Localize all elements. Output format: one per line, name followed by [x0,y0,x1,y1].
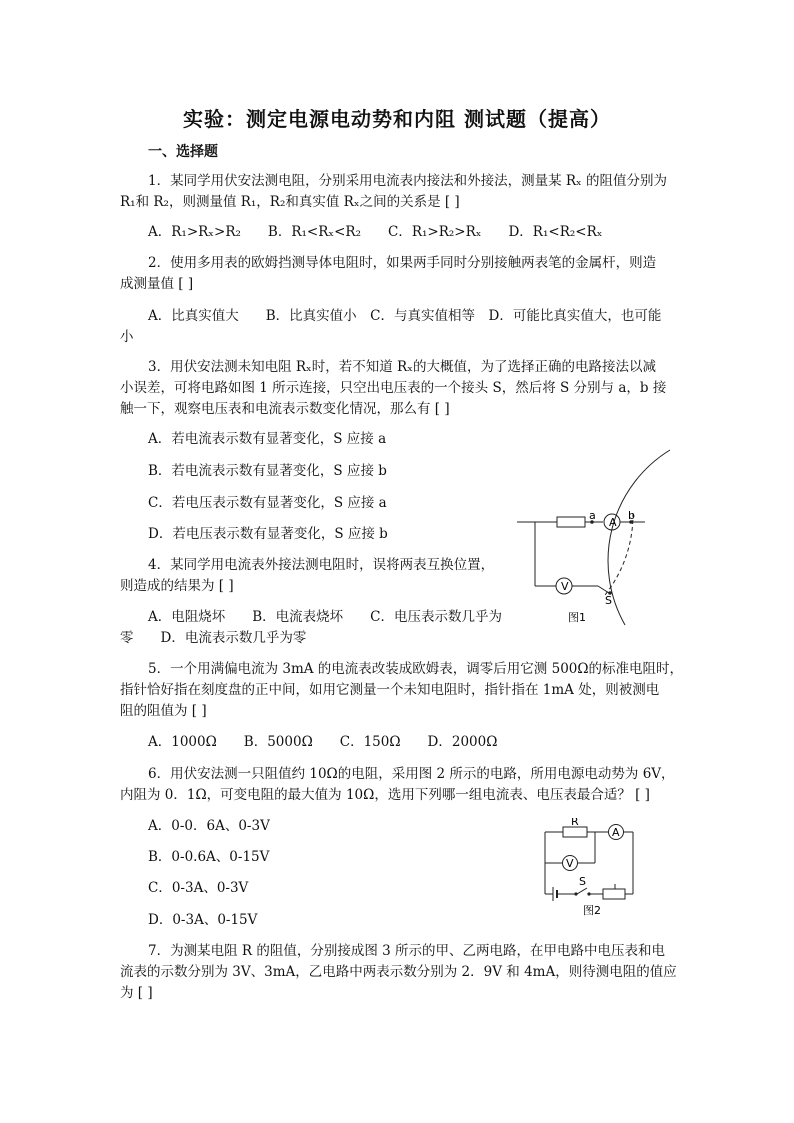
fig1-arc-solid [608,450,670,625]
q3-option-b: B．若电流表示数有显著变化，S 应接 b [148,463,387,479]
q2-line2: 成测量值 [ ] [120,276,194,292]
fig1-point-b: b [628,509,635,522]
q6-option-c: C．0-3A、0-3V [148,880,249,896]
page-title: 实验：测定电源电动势和内阻 测试题（提高） [183,107,611,131]
figure-1-circuit [505,445,675,630]
q2-line1: 2．使用多用表的欧姆挡测导体电阻时，如果两手同时分别接触两表笔的金属杆，则造 [148,255,657,271]
q6-option-b: B．0-0.6A、0-15V [148,849,270,865]
q3-option-a: A．若电流表示数有显著变化，S 应接 a [148,431,387,447]
q4-options-line1: A．电阻烧坏 B．电流表烧坏 C．电压表示数几乎为 [148,609,502,625]
q7-line3: 为 [ ] [120,985,153,1001]
q2-options-line1: A．比真实值大 B．比真实值小 C．与真实值相等 D．可能比真实值大，也可能 [148,308,662,324]
fig1-ammeter-label: A [609,516,617,529]
q4-line1: 4．某同学用电流表外接法测电阻时，误将两表互换位置， [148,557,495,573]
q6-option-a: A．0-0．6A、0-3V [148,818,270,834]
fig1-resistor [557,517,585,527]
q1-line1: 1．某同学用伏安法测电阻，分别采用电流表内接法和外接法，测量某 Rₓ 的阻值分别为 [148,173,668,189]
fig1-point-a: a [589,509,596,522]
q3-line1: 3．用伏安法测未知电阻 Rₓ时，若不知道 Rₓ的大概值，为了选择正确的电路接法以减 [148,359,656,375]
q7-line2: 流表的示数分别为 3V、3mA，乙电路中两表示数分别为 2．9V 和 4mA，则待测电阻的值应 [120,964,677,980]
q3-line2: 小误差，可将电路如图 1 所示连接，只空出电压表的一个接头 S，然后将 S 分别与 a，b 接 [120,380,667,396]
q5-line3: 阻的阻值为 [ ] [120,703,207,719]
q6-line2: 内阻为 0．1Ω，可变电阻的最大值为 10Ω，选用下列哪一组电流表、电压表最合适？ [ ] [120,787,650,803]
q4-line2: 则造成的结果为 [ ] [120,578,234,594]
fig2-rheostat [603,889,625,899]
q1-options: A．R₁>Rₓ>R₂ B．R₁<Rₓ<R₂ C．R₁>R₂>Rₓ D．R₁<R₂<Rₓ [148,224,603,240]
q7-line1: 7．为测某电阻 R 的阻值，分别接成图 3 所示的甲、乙两电路，在甲电路中电压表和电 [148,943,666,959]
q6-option-d: D．0-3A、0-15V [148,912,258,928]
fig2-r-label: R [571,818,579,828]
fig2-s-label: S [579,875,586,888]
fig2-caption: 图2 [583,904,601,917]
fig2-voltmeter-label: V [566,857,574,870]
q3-option-d: D．若电压表示数有显著变化，S 应接 b [148,526,388,542]
q1-line2: R₁和 R₂，则测量值 R₁，R₂和真实值 Rₓ之间的关系是 [ ] [120,194,460,210]
q4-options-line2: 零 D．电流表示数几乎为零 [120,630,307,646]
q3-line3: 触一下，观察电压表和电流表示数变化情况，那么有 [ ] [120,401,450,417]
q5-line1: 5．一个用满偏电流为 3mA 的电流表改装成欧姆表，调零后用它测 500Ω的标准电阻时， [148,661,684,677]
fig2-switch [577,888,587,894]
fig1-caption: 图1 [568,611,586,624]
figure-2-circuit [535,818,645,923]
fig2-ammeter-label: A [612,826,620,839]
q3-option-c: C．若电压表示数有显著变化，S 应接 a [148,495,387,511]
q2-options-line2: 小 [120,329,134,345]
q5-options: A．1000Ω B．5000Ω C．150Ω D．2000Ω [148,734,498,750]
fig1-switch-s: S [605,594,612,607]
fig1-voltmeter-label: V [561,580,569,593]
q5-line2: 指针恰好指在刻度盘的正中间，如用它测量一个未知电阻时，指针指在 1mA 处，则被测电 [120,682,660,698]
fig2-resistor [563,827,587,837]
q6-line1: 6．用伏安法测一只阻值约 10Ω的电阻，采用图 2 所示的电路，所用电源电动势为 6V， [148,766,675,782]
section-heading: 一、选择题 [148,144,218,160]
